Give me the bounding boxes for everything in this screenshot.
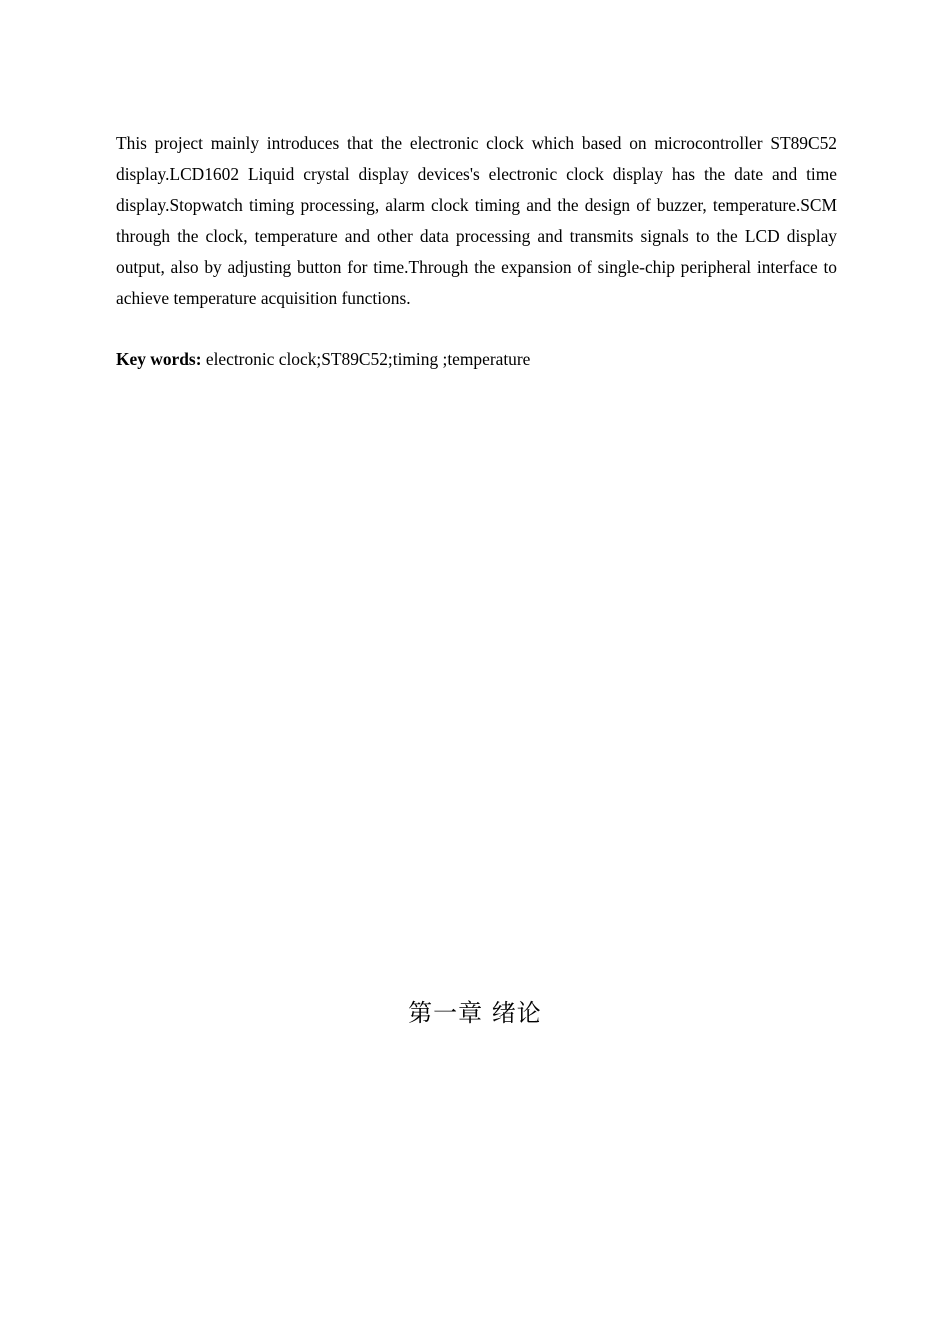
abstract-paragraph: This project mainly introduces that the electronic clock which based on microcontroller ST89C52 display.LCD1602 Liquid crystal display devices's electronic clock display has the date and time display.Stopwatch timing processing, alarm clock timing and the design of buzzer, temperature.SCM through the clock, temperature and other data processing and transmits signals to the LCD display output, also by adjusting button for time.Through the expansion of single-chip peripheral interface to achieve temperature acquisition functions. — [116, 133, 837, 308]
keywords-label: Key words: — [116, 349, 202, 369]
chapter-title: 第一章 绪论 — [408, 999, 542, 1027]
keywords-line — [116, 344, 837, 375]
keywords-value: electronic clock;ST89C52;timing ;temperature — [201, 349, 531, 369]
